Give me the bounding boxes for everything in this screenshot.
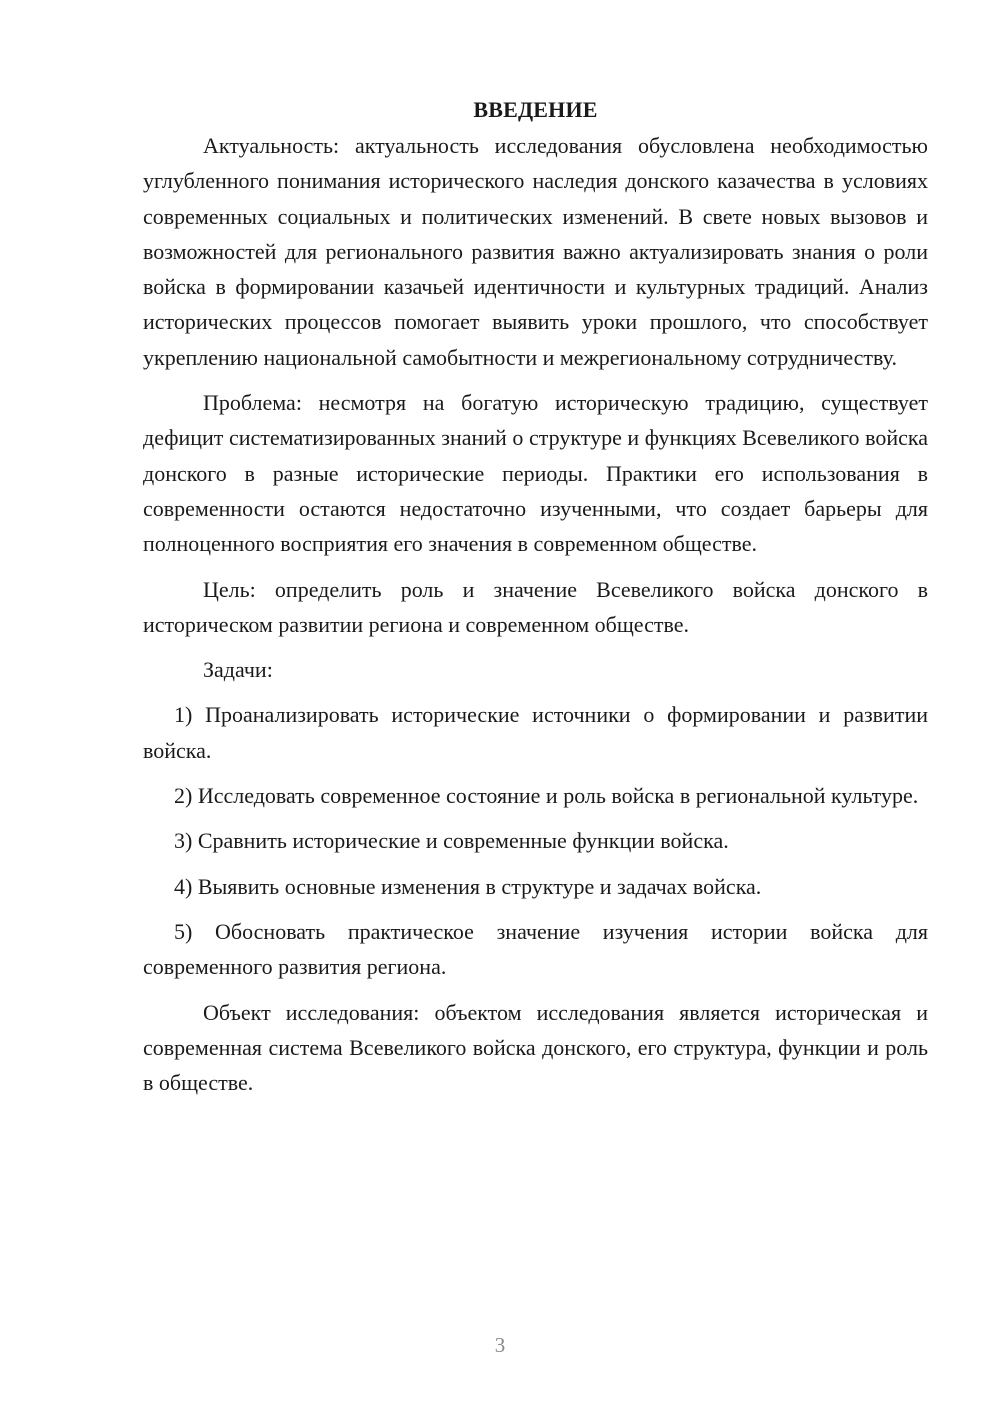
page-title: ВВЕДЕНИЕ — [473, 97, 598, 122]
paragraph-tasks-heading: Задачи: — [203, 657, 273, 683]
task-item-5: 5) Обосновать практическое значение изучения истории войска для современного развития региона. — [143, 918, 928, 980]
paragraph-problem: Проблема: несмотря на богатую историческую традицию, существует дефицит систематизированных знаний о структуре и функциях Всевеликого войска донского в разные исторические периоды. Практики его использования в современности остаются недостаточно изученными, что создает барьеры для полноценного восприятия его значения в современном обществе. — [143, 390, 928, 557]
paragraph-object: Объект исследования: объектом исследования является историческая и современная система Всевеликого войска донского, его структура, функции и роль в обществе. — [143, 999, 928, 1096]
page-number: 3 — [494, 1333, 506, 1357]
paragraph-relevance: Актуальность: актуальность исследования обусловлена необходимостью углубленного понимания исторического наследия донского казачества в условиях современных социальных и политических изменений. В свете новых вызовов и возможностей для регионального развития важно актуализировать знания о роли войска в формировании казачьей идентичности и культурных традиций. Анализ исторических процессов помогает выявить уроки прошлого, что способствует укреплению национальной самобытности и межрегиональному сотрудничеству. — [143, 133, 928, 370]
task-item-4: 4) Выявить основные изменения в структуре и задачах войска. — [174, 873, 762, 899]
task-item-3: 3) Сравнить исторические и современные функции войска. — [174, 828, 729, 854]
task-item-1: 1) Проанализировать исторические источники о формировании и развитии войска. — [143, 702, 928, 763]
document-page — [143, 92, 928, 1110]
task-item-2: 2) Исследовать современное состояние и роль войска в региональной культуре. — [174, 783, 919, 809]
paragraph-goal: Цель: определить роль и значение Всевеликого войска донского в историческом развитии региона и современном обществе. — [143, 576, 928, 637]
